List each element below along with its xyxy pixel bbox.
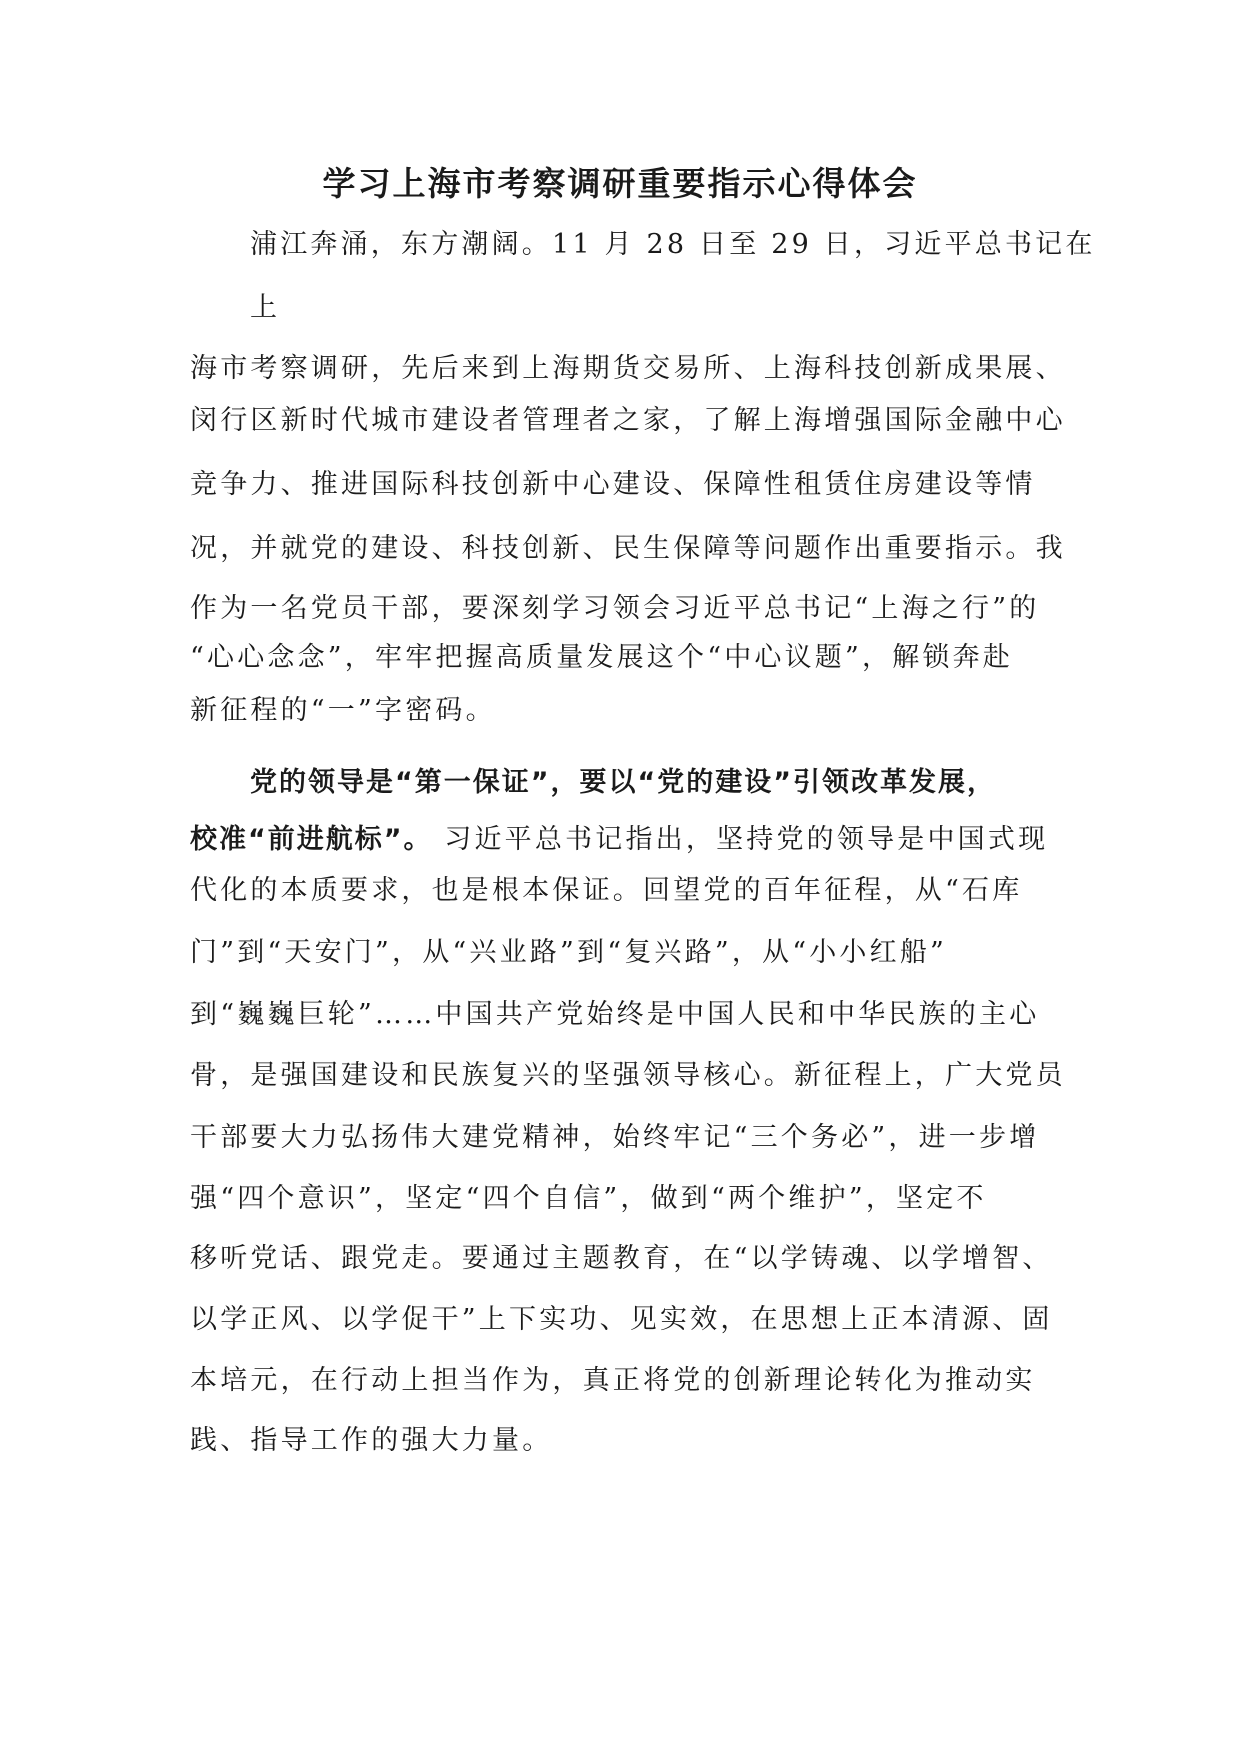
paragraph2-line: 强“四个意识”，坚定“四个自信”，做到“两个维护”，坚定不 — [190, 1183, 987, 1214]
paragraph1-line: 作为一名党员干部，要深刻学习领会习近平总书记“上海之行”的 — [190, 593, 1040, 624]
document-title: 学习上海市考察调研重要指示心得体会 — [322, 164, 918, 203]
paragraph1-line: 上 — [250, 292, 281, 323]
paragraph2-line: 到“巍巍巨轮”……中国共产党始终是中国人民和中华民族的主心 — [190, 999, 1040, 1030]
paragraph2-heading: 党的领导是“第一保证”，要以“党的建设”引领改革发展， — [250, 767, 996, 798]
paragraph1-line: 闵行区新时代城市建设者管理者之家，了解上海增强国际金融中心 — [190, 405, 1066, 436]
paragraph2-line: 践、指导工作的强大力量。 — [190, 1425, 553, 1456]
paragraph1-line: 况，并就党的建设、科技创新、民生保障等问题作出重要指示。我 — [190, 533, 1066, 564]
paragraph1-line: 新征程的“一”字密码。 — [190, 695, 496, 726]
paragraph2-line: 代化的本质要求，也是根本保证。回望党的百年征程，从“石库 — [190, 875, 1023, 906]
paragraph1-line: 浦江奔涌，东方潮阔。11 月 28 日至 29 日，习近平总书记在 — [250, 229, 1096, 260]
paragraph2-line — [190, 817, 1048, 856]
paragraph2-line: 干部要大力弘扬伟大建党精神，始终牢记“三个务必”，进一步增 — [190, 1122, 1040, 1153]
paragraph2-line-rest: 习近平总书记指出，坚持党的领导是中国式现 — [432, 824, 1049, 855]
paragraph1-line: 竞争力、推进国际科技创新中心建设、保障性租赁住房建设等情 — [190, 469, 1036, 500]
paragraph2-line: 本培元，在行动上担当作为，真正将党的创新理论转化为推动实 — [190, 1365, 1036, 1396]
paragraph1-line: “心心念念”，牢牢把握高质量发展这个“中心议题”，解锁奔赴 — [190, 642, 1014, 673]
paragraph1-line: 海市考察调研，先后来到上海期货交易所、上海科技创新成果展、 — [190, 353, 1066, 384]
paragraph2-line: 门”到“天安门”，从“兴业路”到“复兴路”，从“小小红船” — [190, 937, 948, 968]
paragraph2-line: 骨，是强国建设和民族复兴的坚强领导核心。新征程上，广大党员 — [190, 1060, 1066, 1091]
paragraph2-line: 以学正风、以学促干”上下实功、见实效，在思想上正本清源、固 — [190, 1304, 1053, 1335]
paragraph2-heading-end: 校准“前进航标”。 — [190, 824, 433, 855]
paragraph2-line: 移听党话、跟党走。要通过主题教育，在“以学铸魂、以学增智、 — [190, 1243, 1053, 1274]
